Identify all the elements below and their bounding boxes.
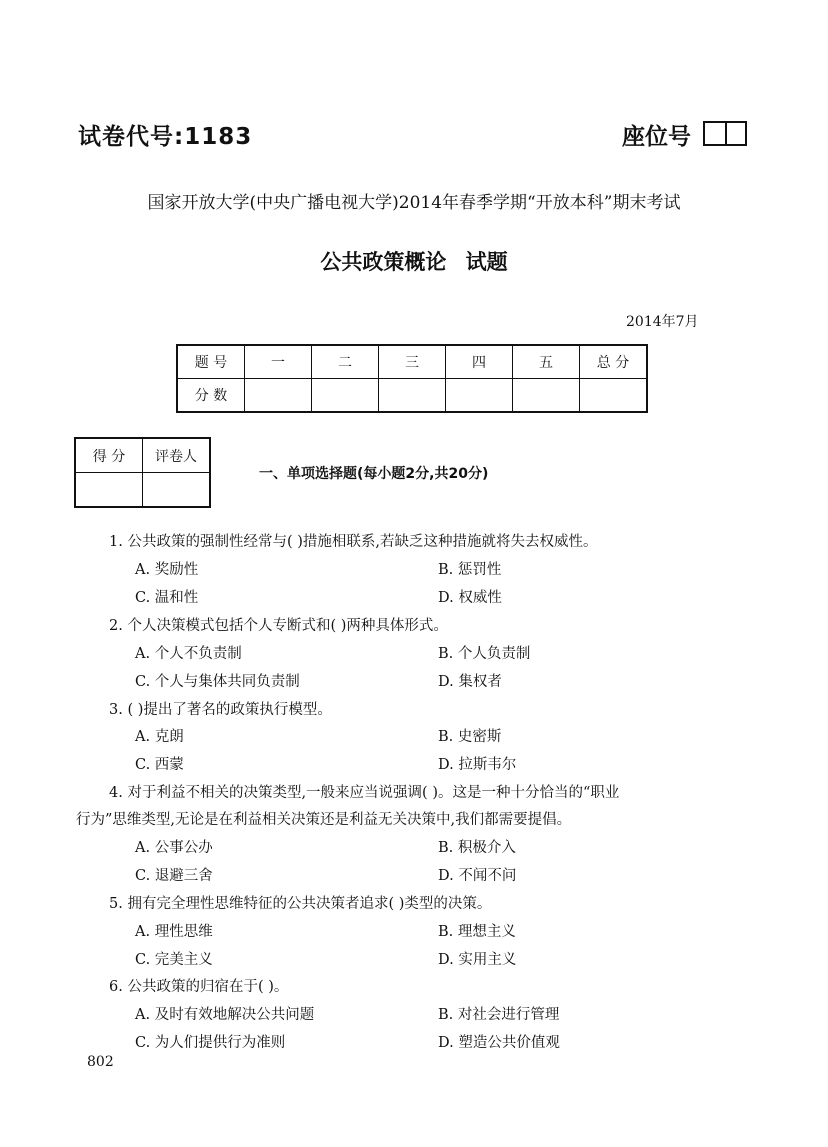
option-c: C. 完美主义: [135, 952, 213, 968]
option-a: A. 克朗: [135, 729, 184, 745]
score-table: [176, 344, 648, 413]
score-table-score-row: [177, 379, 647, 413]
question-stem: 5. 拥有完全理性思维特征的公共决策者追求( )类型的决策。: [109, 896, 492, 912]
question-stem-continued: 行为”思维类型,无论是在利益相关决策还是利益无关决策中,我们都需要提倡。: [76, 812, 572, 828]
option-c: C. 温和性: [135, 590, 199, 606]
score-table-header-row: [177, 345, 647, 379]
option-b: B. 积极介入: [438, 840, 516, 856]
option-b: B. 惩罚性: [438, 562, 502, 578]
option-b: B. 个人负责制: [438, 646, 531, 662]
score-cell[interactable]: [580, 379, 648, 413]
score-table-cell: 二: [312, 345, 379, 379]
score-table-cell: 一: [245, 345, 312, 379]
paper-code: 试卷代号:1183: [78, 124, 253, 150]
score-cell[interactable]: [446, 379, 513, 413]
option-d: D. 不闻不问: [438, 868, 517, 884]
option-a: A. 个人不负责制: [135, 646, 242, 662]
seat-number-label: 座位号: [622, 124, 691, 150]
option-b: B. 理想主义: [438, 924, 516, 940]
option-c: C. 退避三舍: [135, 868, 213, 884]
question-stem: 3. ( )提出了著名的政策执行模型。: [109, 702, 332, 718]
score-table-cell: 题 号: [177, 345, 245, 379]
page-number: 802: [87, 1054, 114, 1070]
question-stem: 6. 公共政策的归宿在于( )。: [109, 979, 289, 995]
option-a: A. 奖励性: [135, 562, 199, 578]
option-a: A. 公事公办: [135, 840, 213, 856]
score-table-cell: 四: [446, 345, 513, 379]
subject-title: 公共政策概论 试题: [320, 250, 508, 274]
seat-number-box[interactable]: [703, 121, 747, 146]
exam-date: 2014年7月: [626, 314, 699, 330]
score-table-cell: 总 分: [580, 345, 648, 379]
option-c: C. 西蒙: [135, 757, 184, 773]
question-stem: 2. 个人决策模式包括个人专断式和( )两种具体形式。: [109, 618, 448, 634]
grader-name-header: 评卷人: [143, 438, 211, 473]
option-d: D. 实用主义: [438, 952, 517, 968]
score-cell[interactable]: [379, 379, 446, 413]
score-cell[interactable]: [312, 379, 379, 413]
option-d: D. 集权者: [438, 674, 502, 690]
question-stem: 1. 公共政策的强制性经常与( )措施相联系,若缺乏这种措施就将失去权威性。: [109, 534, 598, 550]
institution-line: 国家开放大学(中央广播电视大学)2014年春季学期“开放本科”期末考试: [147, 193, 681, 213]
option-c: C. 为人们提供行为准则: [135, 1035, 286, 1051]
score-cell[interactable]: [245, 379, 312, 413]
option-a: A. 及时有效地解决公共问题: [135, 1007, 315, 1023]
option-b: B. 史密斯: [438, 729, 502, 745]
option-b: B. 对社会进行管理: [438, 1007, 560, 1023]
grader-score-header: 得 分: [75, 438, 143, 473]
score-table-cell: 三: [379, 345, 446, 379]
option-d: D. 权威性: [438, 590, 502, 606]
option-d: D. 拉斯韦尔: [438, 757, 517, 773]
question-stem: 4. 对于利益不相关的决策类型,一般来应当说强调( )。这是一种十分恰当的“职业: [109, 785, 620, 801]
score-table-cell: 五: [513, 345, 580, 379]
option-d: D. 塑造公共价值观: [438, 1035, 560, 1051]
score-table-row-label: 分 数: [177, 379, 245, 413]
option-c: C. 个人与集体共同负责制: [135, 674, 300, 690]
section-title: 一、单项选择题(每小题2分,共20分): [259, 466, 489, 482]
grader-name-cell[interactable]: [143, 473, 211, 508]
score-cell[interactable]: [513, 379, 580, 413]
grader-score-cell[interactable]: [75, 473, 143, 508]
option-a: A. 理性思维: [135, 924, 213, 940]
grader-box: [74, 437, 211, 508]
